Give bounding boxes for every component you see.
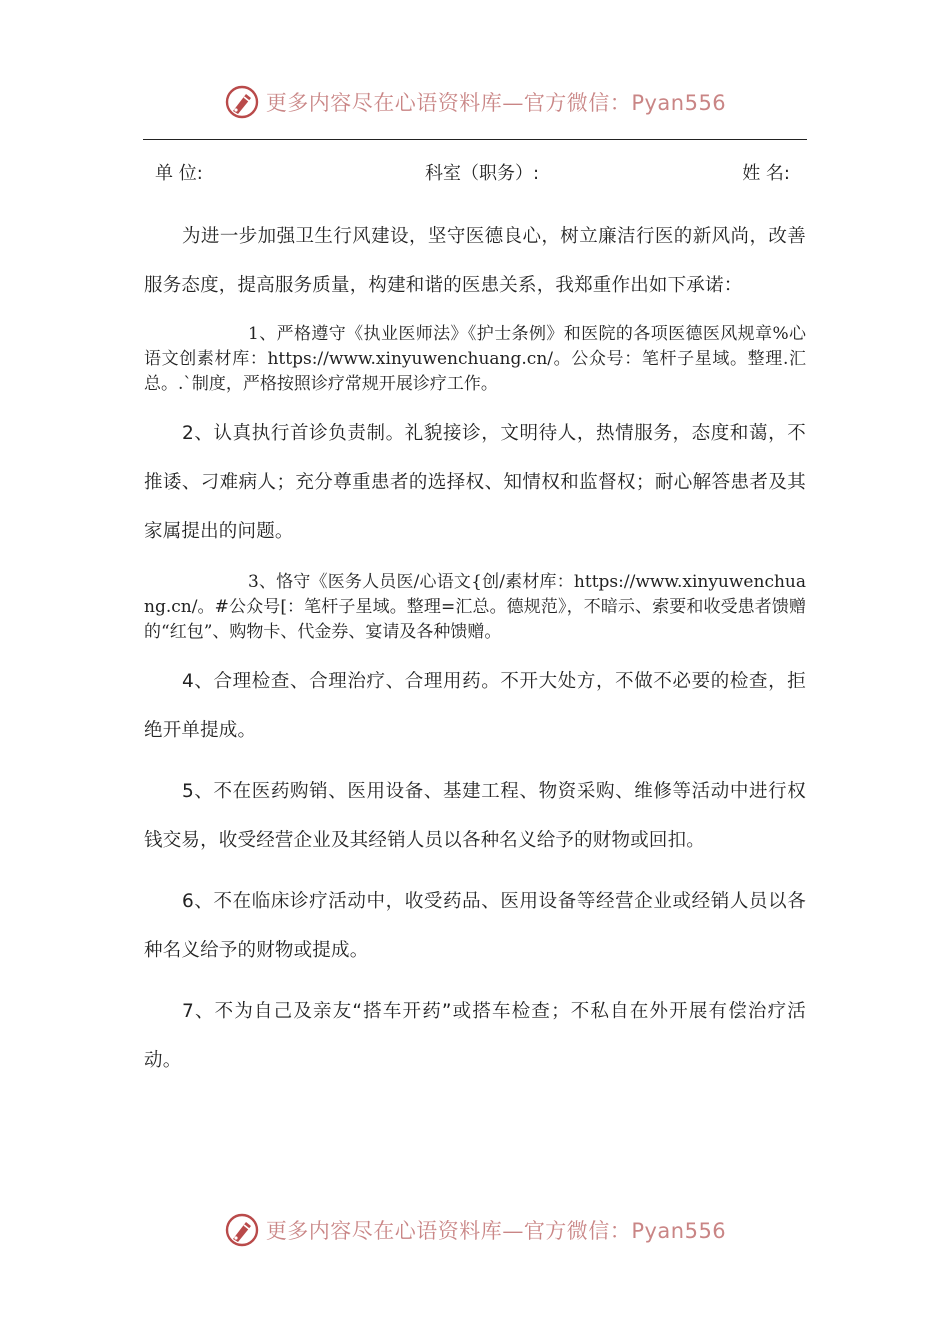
pen-nib-logo-icon — [224, 84, 260, 120]
pledge-item-7: 7、不为自己及亲友“搭车开药”或搭车检查；不私自在外开展有偿治疗活动。 — [144, 1001, 806, 1071]
pledge-item-2: 2、认真执行首诊负责制。礼貌接诊，文明待人，热情服务，态度和蔼，不推诿、刁难病人；充分尊重患者的选择权、知情权和监督权；耐心解答患者及其家属提出的问题。 — [144, 423, 806, 542]
header-watermark — [0, 82, 950, 122]
watermark-dash: — — [502, 91, 524, 115]
header-divider — [143, 139, 807, 140]
watermark-suffix: 官方微信： — [523, 91, 632, 115]
watermark-text — [266, 1215, 726, 1245]
watermark-wechat-id: Pyan556 — [631, 1219, 727, 1243]
watermark-site-text: 更多内容尽在心语资料库 — [265, 91, 503, 115]
department-label: 科室（职务）: — [425, 163, 540, 184]
pen-nib-logo-icon — [224, 1212, 260, 1248]
pledge-item-3: 3、恪守《医务人员医/心语文{创/素材库：https://www.xinyuwenchuang.cn/。#公众号[：笔杆子星域。整理=汇总。德规范》，不暗示、索要和收受患者馈赠的“红包”、购物卡、代金券、宴请及各种馈赠。 — [144, 572, 806, 642]
intro-paragraph: 为进一步加强卫生行风建设，坚守医德良心，树立廉洁行医的新风尚，改善服务态度，提高服务质量，构建和谐的医患关系，我郑重作出如下承诺： — [144, 226, 806, 296]
watermark-dash: — — [502, 1219, 524, 1243]
unit-label: 单 位: — [155, 163, 203, 184]
form-fields-row — [155, 159, 790, 185]
watermark-text — [266, 87, 726, 117]
watermark-suffix: 官方微信： — [523, 1219, 632, 1243]
footer-watermark — [0, 1210, 950, 1250]
pledge-item-6: 6、不在临床诊疗活动中，收受药品、医用设备等经营企业或经销人员以各种名义给予的财物或提成。 — [144, 891, 806, 961]
watermark-wechat-id: Pyan556 — [631, 91, 727, 115]
pledge-item-4: 4、合理检查、合理治疗、合理用药。不开大处方，不做不必要的检查，拒绝开单提成。 — [144, 671, 806, 741]
watermark-site-text: 更多内容尽在心语资料库 — [265, 1219, 503, 1243]
pledge-body — [144, 212, 806, 1097]
name-label: 姓 名: — [742, 163, 790, 184]
pledge-item-5: 5、不在医药购销、医用设备、基建工程、物资采购、维修等活动中进行权钱交易，收受经营企业及其经销人员以各种名义给予的财物或回扣。 — [144, 781, 806, 851]
pledge-item-1: 1、严格遵守《执业医师法》《护士条例》和医院的各项医德医风规章%心语文创素材库：https://www.xinyuwenchuang.cn/。公众号：笔杆子星域。整理.汇总。.`制度，严格按照诊疗常规开展诊疗工作。 — [144, 324, 806, 394]
